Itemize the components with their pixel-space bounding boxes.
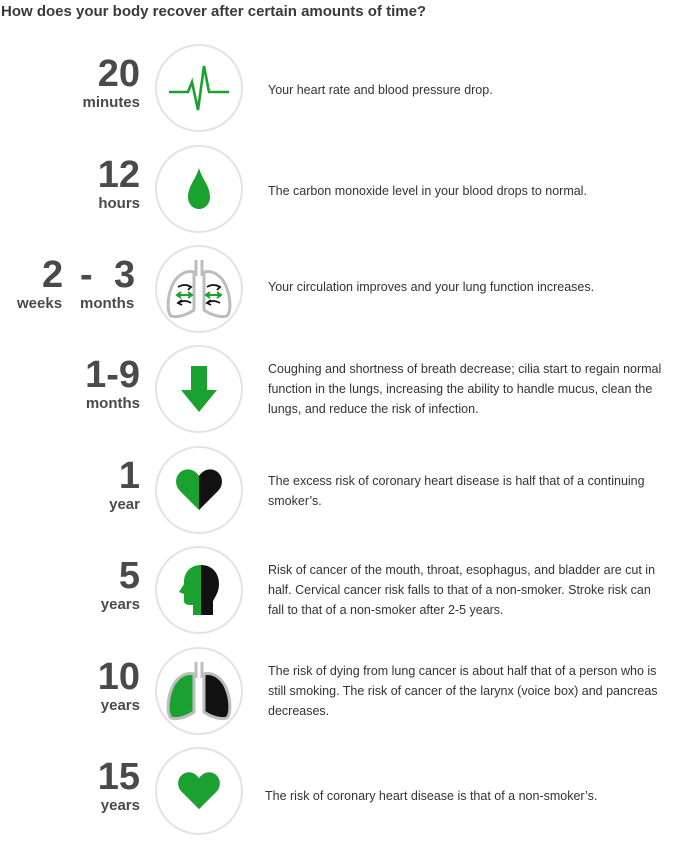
- time-amount: 12: [97, 154, 140, 196]
- time-unit: years: [100, 797, 140, 814]
- milestone-row: [0, 143, 682, 233]
- blood-drop-icon: [184, 166, 214, 212]
- milestone-row: [0, 243, 682, 333]
- time-label: [0, 444, 140, 534]
- time-unit: years: [100, 596, 140, 613]
- milestone-row: [0, 444, 682, 534]
- time-unit: hours: [98, 195, 140, 212]
- time-label: [0, 143, 140, 233]
- icon-circle: [155, 647, 243, 735]
- half-heart-icon: [174, 468, 224, 512]
- time-amount: 20: [97, 53, 140, 95]
- time-label: [0, 42, 140, 132]
- icon-circle: [155, 546, 243, 634]
- icon-circle: [155, 446, 243, 534]
- time-amount-to: 3: [114, 254, 136, 296]
- time-amount-separator: -: [80, 254, 93, 296]
- time-unit: months: [85, 395, 140, 412]
- milestone-row: [0, 343, 682, 433]
- time-label: [0, 645, 140, 735]
- icon-circle: [155, 747, 243, 835]
- time-unit-from: weeks: [17, 295, 63, 312]
- milestone-description: The excess risk of coronary heart disease is half that of a continuing smoker’s.: [268, 474, 645, 508]
- page-title: How does your body recover after certain amounts of time?: [1, 3, 427, 20]
- milestone-description: The carbon monoxide level in your blood drops to normal.: [268, 184, 587, 198]
- time-label: [0, 243, 140, 333]
- green-heart-icon: [176, 771, 222, 811]
- milestone-description: The risk of dying from lung cancer is about half that of a person who is still smoking. The risk of cancer of the larynx (voice box) and pancreas decreases.: [268, 664, 658, 718]
- time-label: [0, 343, 140, 433]
- lungs-circulation-icon: [163, 258, 235, 320]
- milestone-description: Risk of cancer of the mouth, throat, esophagus, and bladder are cut in half. Cervical cancer risk falls to that of a non-smoker. Stroke risk can fall to that of a non-smoker after 2-5 years.: [268, 563, 656, 617]
- icon-circle: [155, 345, 243, 433]
- icon-circle: [155, 145, 243, 233]
- time-unit: years: [100, 697, 140, 714]
- time-amount-from: 2: [42, 254, 64, 296]
- time-label: [0, 745, 140, 835]
- time-amount: 15: [97, 756, 140, 798]
- icon-circle: [155, 44, 243, 132]
- time-label: [0, 544, 140, 634]
- time-amount: 1-9: [85, 354, 140, 396]
- time-amount: 1: [118, 455, 140, 497]
- milestone-description: Your heart rate and blood pressure drop.: [268, 83, 493, 97]
- lungs-half-icon: [163, 660, 235, 722]
- time-unit-to: months: [80, 295, 135, 312]
- milestone-row: [0, 645, 682, 735]
- time-amount: 5: [118, 555, 140, 597]
- head-profile-icon: [177, 563, 221, 617]
- time-unit: minutes: [82, 94, 140, 111]
- milestone-description: Your circulation improves and your lung function increases.: [268, 280, 595, 294]
- milestone-description: The risk of coronary heart disease is that of a non-smoker’s.: [265, 789, 598, 803]
- time-unit: year: [109, 496, 140, 513]
- milestone-row: [0, 745, 682, 835]
- milestone-description: Coughing and shortness of breath decrease; cilia start to regain normal function in the lungs, increasing the ability to handle mucus, clean the lungs, and reduce the risk of infection.: [268, 362, 662, 416]
- milestone-row: [0, 42, 682, 132]
- icon-circle: [155, 245, 243, 333]
- time-amount: 10: [97, 656, 140, 698]
- heartbeat-pulse-icon: [168, 63, 230, 113]
- down-arrow-icon: [179, 364, 219, 414]
- milestone-row: [0, 544, 682, 634]
